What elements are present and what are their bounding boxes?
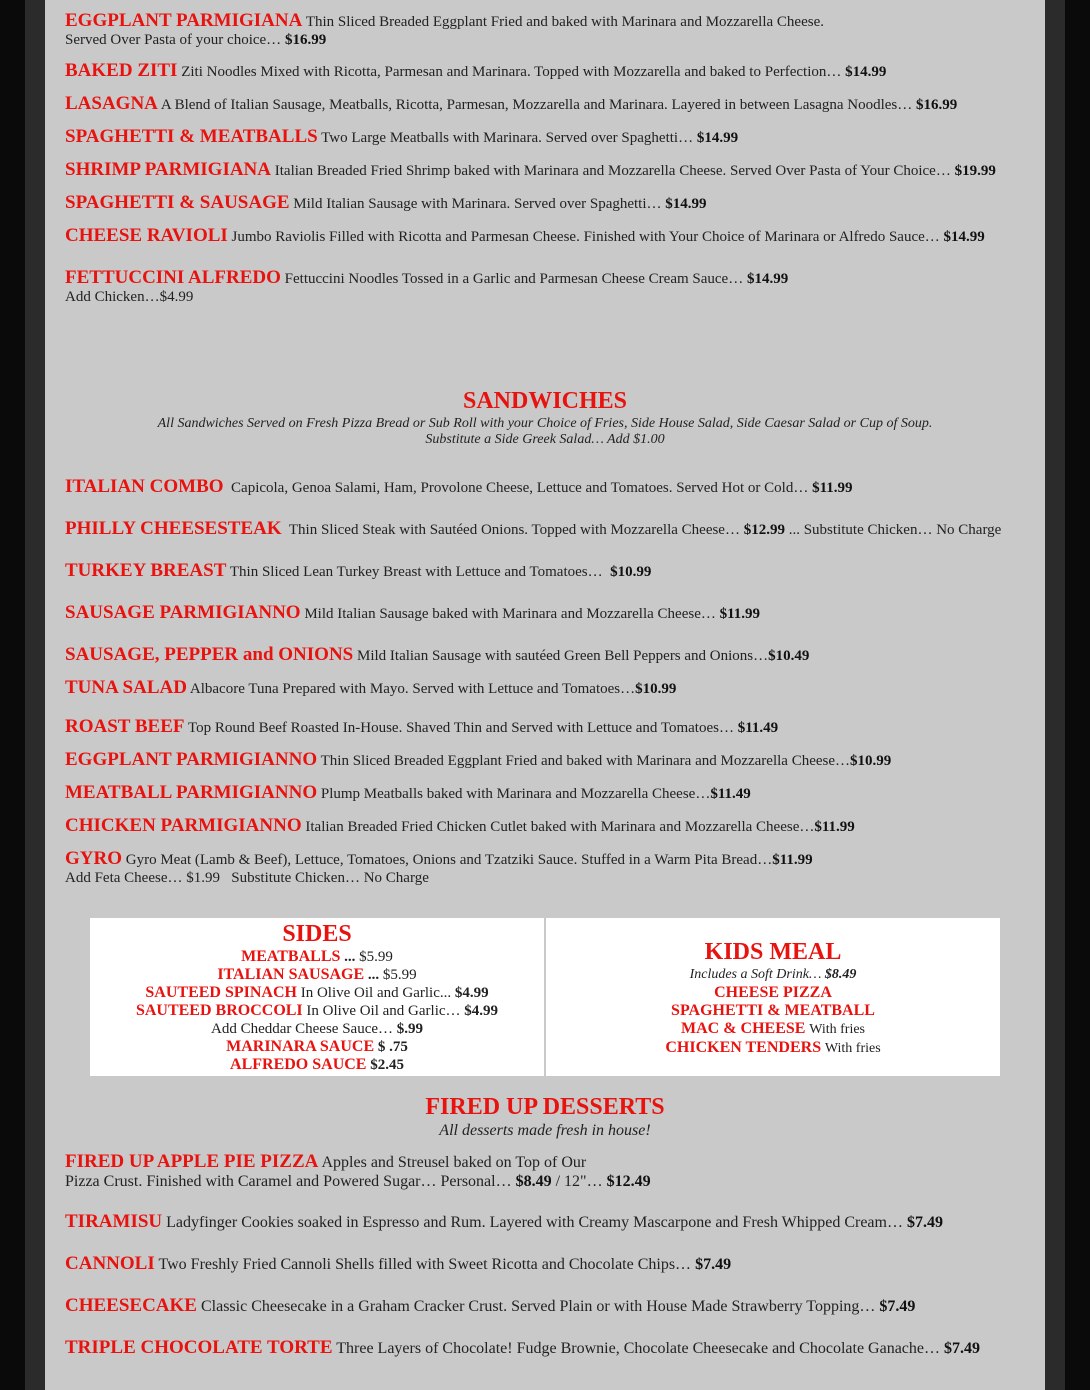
item-note: ... Substitute Chicken… No Charge bbox=[788, 522, 1002, 538]
item-name: FETTUCCINI ALFREDO bbox=[65, 267, 281, 288]
menu-item bbox=[65, 227, 1035, 246]
item-price: $7.49 bbox=[944, 1340, 980, 1357]
item-name: CHEESE RAVIOLI bbox=[65, 225, 228, 246]
side-item: SAUTEED BROCCOLI In Olive Oil and Garlic… $4.99 bbox=[135, 1002, 499, 1019]
item-price: $14.99 bbox=[943, 229, 985, 245]
item-price: $7.49 bbox=[906, 1214, 943, 1231]
item-price: $7.49 bbox=[695, 1256, 732, 1273]
item-description: Jumbo Raviolis Filled with Ricotta and Parmesan Cheese. Finished with Your Choice of Marinara or Alfredo Sauce… bbox=[231, 229, 940, 245]
section-subtitle: All Sandwiches Served on Fresh Pizza Bread or Sub Roll with your Choice of Fries, Side House Salad, Side Caesar Salad or Cup of Soup. bbox=[157, 416, 933, 431]
menu-item bbox=[65, 1254, 1035, 1274]
item-description: Mild Italian Sausage with sautéed Green Bell Peppers and Onions… bbox=[356, 648, 769, 664]
item-name: TRIPLE CHOCOLATE TORTE bbox=[65, 1337, 333, 1358]
section-title-sandwiches: SANDWICHES bbox=[462, 388, 628, 414]
item-price: $14.99 bbox=[696, 130, 739, 146]
item-name: EGGPLANT PARMIGIANA bbox=[65, 10, 303, 31]
side-item: SAUTEED SPINACH In Olive Oil and Garlic... $4.99 bbox=[145, 984, 489, 1001]
item-name: SHRIMP PARMIGIANA bbox=[65, 159, 272, 180]
menu-item bbox=[65, 62, 1035, 81]
item-description: Two Freshly Fried Cannoli Shells filled with Sweet Ricotta and Chocolate Chips… bbox=[158, 1256, 692, 1273]
section-title-desserts: FIRED UP DESSERTS bbox=[425, 1094, 665, 1120]
side-item: MARINARA SAUCE $ .75 bbox=[226, 1038, 408, 1055]
item-addon: Add Feta Cheese… $1.99 Substitute Chicken… No Charge bbox=[65, 870, 429, 886]
item-price: $7.49 bbox=[879, 1298, 916, 1315]
kids-item: CHEESE PIZZA bbox=[714, 984, 832, 1001]
item-name: EGGPLANT PARMIGIANNO bbox=[65, 749, 318, 770]
menu-item bbox=[65, 161, 1035, 180]
menu-item bbox=[65, 604, 1035, 623]
item-price: $11.99 bbox=[772, 852, 813, 868]
item-name: SAUSAGE, PEPPER and ONIONS bbox=[65, 644, 354, 665]
item-price-large: $12.49 bbox=[606, 1173, 651, 1190]
item-description: Fettuccini Noodles Tossed in a Garlic and Parmesan Cheese Cream Sauce… bbox=[284, 271, 744, 287]
item-price: $11.49 bbox=[737, 720, 779, 736]
kids-meal-box bbox=[546, 918, 1000, 1076]
item-name: SPAGHETTI & MEATBALLS bbox=[65, 126, 318, 147]
item-description: Thin Sliced Lean Turkey Breast with Lettuce and Tomatoes… bbox=[229, 564, 603, 580]
item-description: A Blend of Italian Sausage, Meatballs, Ricotta, Parmesan, Mozzarella and Marinara. Layered in between Lasagna Noodles… bbox=[160, 97, 913, 113]
item-name: ITALIAN COMBO bbox=[65, 476, 224, 497]
sides-box bbox=[90, 918, 544, 1076]
item-description: Two Large Meatballs with Marinara. Served over Spaghetti… bbox=[321, 130, 694, 146]
size-separator: / 12"… bbox=[551, 1173, 607, 1190]
menu-page bbox=[45, 0, 1045, 1390]
section-subtitle-2: Substitute a Side Greek Salad… Add $1.00 bbox=[425, 432, 665, 447]
item-price: $11.99 bbox=[814, 819, 855, 835]
section-subtitle: All desserts made fresh in house! bbox=[439, 1122, 651, 1139]
menu-item bbox=[65, 520, 1035, 539]
menu-item bbox=[65, 784, 1035, 803]
side-item: MEATBALLS ... $5.99 bbox=[241, 948, 393, 965]
menu-item bbox=[65, 95, 1035, 114]
item-description: Gyro Meat (Lamb & Beef), Lettuce, Tomatoes, Onions and Tzatziki Sauce. Stuffed in a Warm Pita Bread… bbox=[125, 852, 773, 868]
item-name: CANNOLI bbox=[65, 1253, 155, 1274]
menu-item bbox=[65, 718, 1035, 737]
item-description-line2: Pizza Crust. Finished with Caramel and Powered Sugar… Personal… bbox=[65, 1173, 512, 1190]
menu-item bbox=[65, 128, 1035, 147]
item-name: TIRAMISU bbox=[65, 1211, 163, 1232]
menu-item bbox=[65, 1338, 1035, 1358]
item-name: GYRO bbox=[65, 848, 122, 869]
item-description: Ladyfinger Cookies soaked in Espresso and Rum. Layered with Creamy Mascarpone and Fresh Whipped Cream… bbox=[166, 1214, 903, 1231]
menu-item bbox=[65, 850, 1035, 887]
menu-item bbox=[65, 1296, 1035, 1316]
page-border-left bbox=[0, 0, 25, 1390]
item-description: Thin Sliced Steak with Sautéed Onions. Topped with Mozzarella Cheese… bbox=[288, 522, 740, 538]
kids-item: CHICKEN TENDERS With fries bbox=[665, 1039, 881, 1056]
item-description: Top Round Beef Roasted In-House. Shaved Thin and Served with Lettuce and Tomatoes… bbox=[187, 720, 734, 736]
item-description: Apples and Streusel baked on Top of Our bbox=[321, 1154, 587, 1171]
item-name: FIRED UP APPLE PIE PIZZA bbox=[65, 1151, 319, 1172]
item-description-line2: Served Over Pasta of your choice… bbox=[65, 32, 282, 48]
item-name: ROAST BEEF bbox=[65, 716, 185, 737]
item-name: CHICKEN PARMIGIANNO bbox=[65, 815, 302, 836]
item-price: $19.99 bbox=[954, 163, 996, 179]
item-name: TURKEY BREAST bbox=[65, 560, 227, 581]
menu-item bbox=[65, 12, 1035, 49]
item-description: Thin Sliced Breaded Eggplant Fried and baked with Marinara and Mozzarella Cheese… bbox=[320, 753, 851, 769]
item-description: Italian Breaded Fried Chicken Cutlet baked with Marinara and Mozzarella Cheese… bbox=[305, 819, 815, 835]
sides-title: SIDES bbox=[282, 921, 352, 947]
item-name: TUNA SALAD bbox=[65, 677, 187, 698]
item-price: $11.99 bbox=[719, 606, 761, 622]
item-name: SAUSAGE PARMIGIANNO bbox=[65, 602, 301, 623]
item-name: SPAGHETTI & SAUSAGE bbox=[65, 192, 290, 213]
item-price: $12.99 bbox=[743, 522, 785, 538]
menu-item bbox=[65, 1152, 1035, 1191]
kids-meal-title: KIDS MEAL bbox=[704, 939, 842, 965]
menu-item bbox=[65, 562, 1035, 581]
item-price: $14.99 bbox=[746, 271, 789, 287]
kids-item: SPAGHETTI & MEATBALL bbox=[671, 1002, 875, 1019]
kids-meal-subtitle: Includes a Soft Drink… $8.49 bbox=[689, 967, 857, 982]
item-addon: Add Chicken…$4.99 bbox=[65, 289, 194, 305]
item-price: $10.49 bbox=[768, 648, 810, 664]
item-description: Classic Cheesecake in a Graham Cracker Crust. Served Plain or with House Made Strawberry Topping… bbox=[200, 1298, 876, 1315]
menu-item bbox=[65, 817, 1035, 836]
item-name: CHEESECAKE bbox=[65, 1295, 197, 1316]
menu-item bbox=[65, 478, 1035, 497]
side-item: Add Cheddar Cheese Sauce… $.99 bbox=[210, 1021, 424, 1037]
menu-item bbox=[65, 1212, 1035, 1232]
item-description: Albacore Tuna Prepared with Mayo. Served with Lettuce and Tomatoes… bbox=[189, 681, 636, 697]
item-price: $11.99 bbox=[812, 480, 853, 496]
item-price: $14.99 bbox=[665, 196, 707, 212]
item-name: MEATBALL PARMIGIANNO bbox=[65, 782, 318, 803]
page-margin-right bbox=[1045, 0, 1065, 1390]
item-price: $10.99 bbox=[635, 681, 677, 697]
item-description: Thin Sliced Breaded Eggplant Fried and baked with Marinara and Mozzarella Cheese. bbox=[305, 14, 824, 30]
item-price: $14.99 bbox=[845, 64, 887, 80]
menu-item bbox=[65, 646, 1035, 665]
side-item: ITALIAN SAUSAGE ... $5.99 bbox=[217, 966, 417, 983]
menu-item bbox=[65, 679, 1035, 698]
item-description: Italian Breaded Fried Shrimp baked with Marinara and Mozzarella Cheese. Served Over Pasta of Your Choice… bbox=[274, 163, 951, 179]
side-item: ALFREDO SAUCE $2.45 bbox=[230, 1056, 404, 1073]
item-description: Capicola, Genoa Salami, Ham, Provolone Cheese, Lettuce and Tomatoes. Served Hot or Cold… bbox=[231, 480, 809, 496]
page-border-right bbox=[1065, 0, 1090, 1390]
item-description: Three Layers of Chocolate! Fudge Brownie, Chocolate Cheesecake and Chocolate Ganache… bbox=[336, 1340, 940, 1357]
menu-item bbox=[65, 194, 1035, 213]
item-price: $16.99 bbox=[284, 32, 327, 48]
item-price: $10.99 bbox=[610, 564, 652, 580]
item-description: Ziti Noodles Mixed with Ricotta, Parmesan and Marinara. Topped with Mozzarella and baked to Perfection… bbox=[181, 64, 842, 80]
item-description: Mild Italian Sausage baked with Marinara and Mozzarella Cheese… bbox=[304, 606, 716, 622]
item-price: $8.49 bbox=[515, 1173, 552, 1190]
menu-item bbox=[65, 751, 1035, 770]
item-price: $11.49 bbox=[710, 786, 751, 802]
item-name: PHILLY CHEESESTEAK bbox=[65, 518, 282, 539]
item-description: Plump Meatballs baked with Marinara and Mozzarella Cheese… bbox=[320, 786, 711, 802]
item-name: LASAGNA bbox=[65, 93, 158, 114]
menu-item bbox=[65, 269, 1035, 306]
kids-item: MAC & CHEESE With fries bbox=[680, 1020, 865, 1037]
item-price: $10.99 bbox=[850, 753, 892, 769]
item-description: Mild Italian Sausage with Marinara. Served over Spaghetti… bbox=[293, 196, 662, 212]
item-price: $16.99 bbox=[916, 97, 958, 113]
item-name: BAKED ZITI bbox=[65, 60, 178, 81]
page-margin-left bbox=[25, 0, 45, 1390]
